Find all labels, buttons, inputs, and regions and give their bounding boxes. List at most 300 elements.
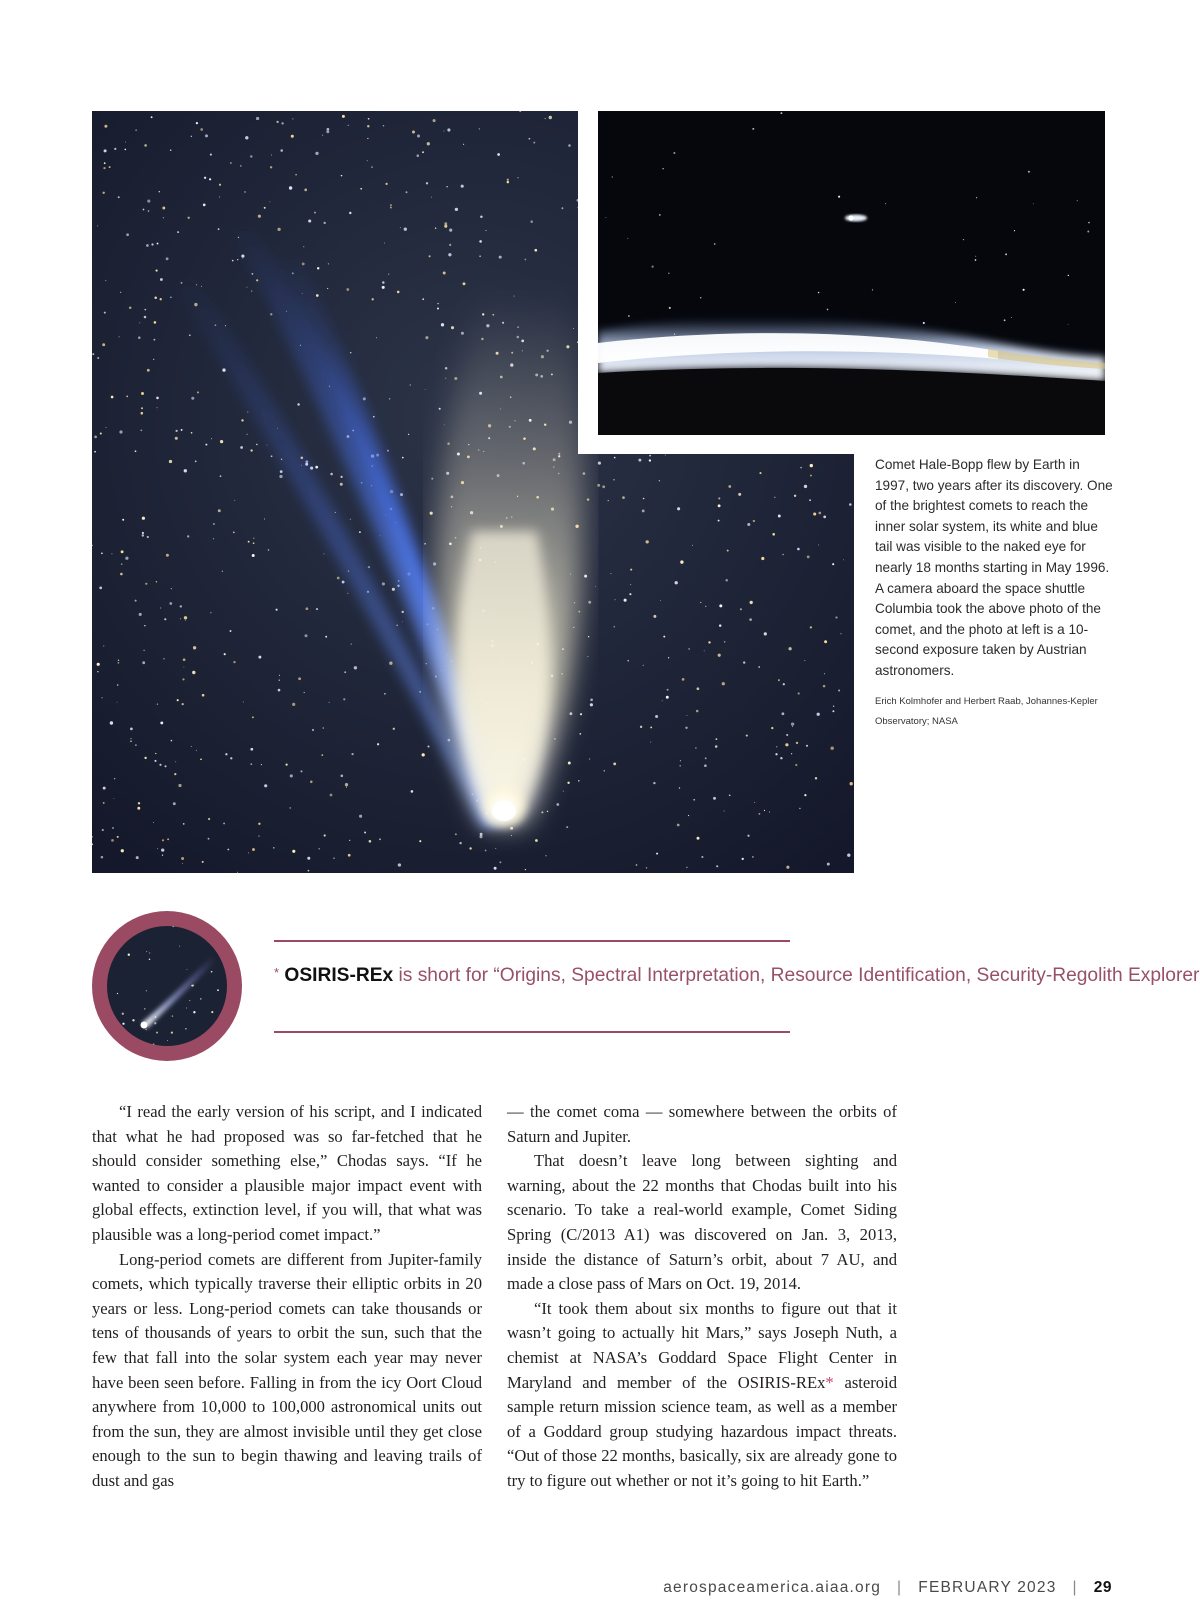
star <box>443 272 446 275</box>
star <box>252 716 254 718</box>
star <box>169 602 172 605</box>
star <box>563 791 564 792</box>
star <box>220 475 222 477</box>
star <box>368 566 370 568</box>
star <box>682 678 685 681</box>
star <box>121 550 124 553</box>
star <box>227 849 229 851</box>
star <box>426 663 427 664</box>
star <box>182 863 183 864</box>
star <box>291 135 294 138</box>
star <box>412 131 415 134</box>
star <box>181 429 183 431</box>
star <box>705 606 706 607</box>
star <box>114 148 116 150</box>
star <box>1088 222 1090 224</box>
star <box>333 857 334 858</box>
star <box>307 857 310 860</box>
star <box>530 220 533 223</box>
star <box>832 710 834 712</box>
star <box>183 658 186 661</box>
photo-credit: Erich Kolmhofer and Herbert Raab, Johannes-Kepler Observatory; NASA <box>875 696 1098 727</box>
star <box>330 794 333 797</box>
star <box>186 1008 187 1009</box>
page-number: 29 <box>1093 1579 1112 1596</box>
paragraph: That doesn’t leave long between sighting and warning, about the 22 months that Chodas built into his scenario. To take a real-world example, Comet Siding Spring (C/2013 A1) was discovered on Jan. 3, 2013, inside the distance of Saturn’s orbit, about 7 AU, and made a close pass of Mars on Oct. 19, 2014. <box>507 1151 897 1294</box>
star <box>162 854 163 855</box>
star <box>183 823 185 825</box>
star <box>480 833 483 836</box>
star <box>157 704 158 705</box>
star <box>652 266 654 268</box>
star <box>761 557 764 560</box>
paragraph-text: asteroid sample return mission science team, as well as a member of a Goddard group studying hazardous impact threats. “Out of those 22 months, basically, six are already gone to try to figure out whether or not it’s going to hit Earth.” <box>507 1372 897 1490</box>
star <box>121 563 123 565</box>
star <box>139 322 140 323</box>
star <box>237 259 238 260</box>
star <box>149 959 151 961</box>
star <box>728 485 731 488</box>
star <box>479 240 482 243</box>
star <box>164 765 166 767</box>
star <box>435 228 436 229</box>
star <box>148 210 150 212</box>
star <box>529 138 531 140</box>
star <box>427 142 430 145</box>
star <box>208 838 210 840</box>
callout-brand: OSIRIS-REx <box>284 965 394 986</box>
star <box>461 185 464 188</box>
star <box>360 188 362 190</box>
star <box>379 838 381 840</box>
star <box>431 478 433 480</box>
star <box>195 461 197 463</box>
star <box>447 128 450 131</box>
star <box>774 497 775 498</box>
star <box>122 1013 124 1015</box>
star <box>303 246 304 247</box>
star <box>147 369 150 372</box>
star <box>327 128 330 131</box>
star <box>697 837 700 840</box>
star <box>142 517 145 520</box>
callout-rule-bottom <box>274 1031 790 1033</box>
star <box>653 782 655 784</box>
star <box>138 802 140 804</box>
star <box>308 219 311 222</box>
star <box>314 212 316 214</box>
star <box>225 753 227 755</box>
star <box>595 586 596 587</box>
shuttle-columbia-comet-photo <box>598 111 1105 435</box>
star <box>383 125 385 127</box>
star <box>963 239 964 240</box>
star <box>250 748 253 751</box>
star <box>667 689 669 691</box>
star <box>847 854 850 857</box>
star <box>392 588 395 591</box>
star <box>791 722 794 725</box>
star <box>1077 200 1078 201</box>
star <box>264 518 265 519</box>
star <box>443 131 444 132</box>
star <box>126 233 129 236</box>
star <box>725 579 728 582</box>
star <box>705 757 707 759</box>
star <box>463 144 464 145</box>
star <box>556 803 559 806</box>
star <box>100 432 102 434</box>
star <box>668 273 669 274</box>
star <box>479 128 480 129</box>
star <box>170 296 172 298</box>
comet-dot <box>845 215 867 222</box>
star <box>480 215 483 218</box>
star <box>813 512 816 515</box>
star <box>662 168 663 169</box>
star <box>200 128 203 131</box>
star <box>295 174 297 176</box>
star <box>656 853 658 855</box>
star <box>126 396 128 398</box>
star <box>359 815 362 818</box>
star <box>807 555 810 558</box>
star <box>151 116 153 118</box>
star <box>153 359 154 360</box>
star <box>792 726 793 727</box>
star <box>114 778 115 779</box>
star <box>113 930 115 932</box>
star <box>718 654 721 657</box>
star <box>99 911 101 913</box>
star <box>976 197 977 198</box>
star <box>660 600 661 601</box>
star <box>359 531 361 533</box>
star <box>187 535 189 537</box>
star <box>203 204 206 207</box>
star <box>385 183 387 185</box>
star <box>382 582 385 585</box>
star <box>827 863 830 866</box>
star <box>835 616 837 618</box>
star <box>425 336 428 339</box>
star <box>256 444 257 445</box>
star <box>746 735 748 737</box>
star <box>205 444 207 446</box>
star <box>769 812 770 813</box>
star <box>384 243 385 244</box>
star <box>459 842 461 844</box>
star <box>798 692 800 694</box>
star <box>141 407 143 409</box>
star <box>224 653 226 655</box>
star <box>718 497 720 499</box>
star <box>222 368 225 371</box>
star <box>1068 324 1069 325</box>
star <box>688 648 690 650</box>
star <box>545 118 546 119</box>
star <box>686 715 687 716</box>
star <box>147 536 149 538</box>
star <box>179 946 180 947</box>
star <box>247 411 248 412</box>
star <box>628 315 630 317</box>
star <box>775 753 777 755</box>
star <box>479 255 481 257</box>
star <box>258 656 261 659</box>
star <box>627 238 628 239</box>
star <box>174 773 176 775</box>
star <box>608 500 609 501</box>
star <box>175 437 178 440</box>
star <box>818 512 821 515</box>
star <box>300 770 302 772</box>
star <box>351 644 352 645</box>
star <box>292 118 293 119</box>
star <box>448 253 451 256</box>
star <box>163 217 164 218</box>
star <box>292 703 295 706</box>
star <box>747 835 749 837</box>
star <box>587 656 588 657</box>
star <box>367 125 369 127</box>
star <box>715 745 718 748</box>
star <box>218 228 220 230</box>
star <box>276 609 278 611</box>
star <box>800 467 802 469</box>
star <box>578 611 580 613</box>
star <box>772 533 775 536</box>
callout-text: is short for “Origins, Spectral Interpretation, Resource Identification, Security-Regolith Explorer <box>393 965 1200 986</box>
star <box>439 408 441 410</box>
star <box>111 839 114 842</box>
star <box>749 618 752 621</box>
star <box>719 604 722 607</box>
star <box>191 746 192 747</box>
star <box>387 450 389 452</box>
star <box>137 807 140 810</box>
star <box>184 469 187 472</box>
star <box>118 662 120 664</box>
star <box>679 787 680 788</box>
footnote-asterisk: * <box>825 1372 834 1392</box>
star <box>310 781 313 784</box>
star <box>669 307 671 309</box>
star <box>424 543 426 545</box>
star <box>197 391 199 393</box>
star <box>613 479 614 480</box>
star <box>441 323 444 326</box>
star <box>348 854 351 857</box>
star <box>277 228 280 231</box>
star <box>433 562 436 565</box>
star <box>271 154 272 155</box>
star <box>104 162 106 164</box>
star <box>212 1050 214 1052</box>
star <box>172 1015 173 1016</box>
star <box>778 679 780 681</box>
star <box>390 204 392 206</box>
star <box>1087 231 1089 233</box>
star <box>666 696 669 699</box>
star <box>315 152 318 155</box>
star <box>342 581 345 584</box>
star <box>144 757 146 759</box>
star <box>142 534 144 536</box>
star <box>650 742 651 743</box>
star <box>146 951 147 952</box>
star <box>213 538 214 539</box>
star <box>499 256 502 259</box>
star <box>180 618 181 619</box>
star <box>230 757 232 759</box>
star <box>135 450 137 452</box>
star <box>175 761 176 762</box>
star <box>740 608 742 610</box>
star <box>454 377 457 380</box>
star <box>402 621 403 622</box>
star <box>208 818 210 820</box>
star <box>455 833 457 835</box>
star <box>182 678 184 680</box>
star <box>507 179 509 181</box>
star <box>213 523 215 525</box>
star <box>312 729 314 731</box>
star <box>248 541 250 543</box>
star <box>322 135 323 136</box>
star <box>444 222 447 225</box>
star <box>388 273 389 274</box>
star <box>397 291 400 294</box>
star <box>160 607 161 608</box>
star <box>204 177 206 179</box>
star <box>758 666 760 668</box>
star <box>649 459 651 461</box>
star <box>141 412 144 415</box>
star <box>643 665 644 666</box>
star <box>372 298 374 300</box>
star <box>191 397 194 400</box>
star <box>643 498 645 500</box>
star <box>833 706 834 707</box>
star <box>371 166 372 167</box>
star <box>118 660 120 662</box>
star <box>193 1011 195 1013</box>
star <box>494 867 497 870</box>
star <box>92 353 94 355</box>
star <box>587 498 589 500</box>
star <box>340 483 343 486</box>
star <box>348 125 349 126</box>
star <box>373 416 375 418</box>
star <box>99 1042 101 1044</box>
star <box>646 540 649 543</box>
star <box>346 288 349 291</box>
star <box>613 762 616 765</box>
star <box>354 666 357 669</box>
star <box>675 581 678 584</box>
star <box>580 713 582 715</box>
star <box>850 782 853 785</box>
star <box>136 856 139 859</box>
star <box>568 144 571 147</box>
star <box>159 764 161 766</box>
star <box>624 599 627 602</box>
star <box>122 1023 124 1025</box>
star <box>337 577 340 580</box>
star <box>390 207 392 209</box>
star <box>570 712 573 715</box>
star <box>369 840 372 843</box>
footer-date: FEBRUARY 2023 <box>918 1579 1057 1596</box>
star <box>818 545 819 546</box>
star <box>396 625 398 627</box>
star <box>445 367 448 370</box>
star <box>202 861 204 863</box>
paragraph-text: “It took them about six months to figure out that it wasn’t going to actually hit Mars,” says Joseph Nuth, a chemist at NASA’s Goddard Space Flight Center in Maryland and member of the OSIRIS-REx <box>507 1298 897 1392</box>
star <box>147 200 150 203</box>
star <box>276 121 278 123</box>
star <box>1068 275 1069 276</box>
star <box>156 397 159 400</box>
star <box>534 249 537 252</box>
star <box>119 336 120 337</box>
star <box>646 867 647 868</box>
star <box>590 703 593 706</box>
star <box>200 758 202 760</box>
star <box>135 129 137 131</box>
star <box>161 848 164 851</box>
star <box>541 811 543 813</box>
star <box>704 650 705 651</box>
star <box>101 552 103 554</box>
star <box>142 532 144 534</box>
star <box>139 613 142 616</box>
star <box>604 770 606 772</box>
star <box>659 214 661 216</box>
star <box>642 509 645 512</box>
star <box>289 186 292 189</box>
star <box>724 811 725 812</box>
star <box>382 281 385 284</box>
star <box>525 869 526 870</box>
star <box>99 587 102 590</box>
star <box>290 807 291 808</box>
star <box>144 1008 145 1009</box>
star <box>411 790 414 793</box>
star <box>649 455 651 457</box>
star <box>261 764 262 765</box>
star <box>234 500 235 501</box>
star <box>408 434 409 435</box>
star <box>727 550 729 552</box>
star <box>677 824 680 827</box>
star <box>806 745 808 747</box>
star <box>400 493 403 496</box>
star <box>376 337 377 338</box>
star <box>185 620 186 621</box>
star <box>753 520 755 522</box>
star <box>714 243 716 245</box>
star <box>428 746 430 748</box>
star <box>169 460 172 463</box>
star <box>347 593 348 594</box>
star <box>549 116 552 119</box>
star <box>743 661 745 663</box>
star <box>321 754 323 756</box>
star <box>602 485 605 488</box>
star <box>240 165 242 167</box>
